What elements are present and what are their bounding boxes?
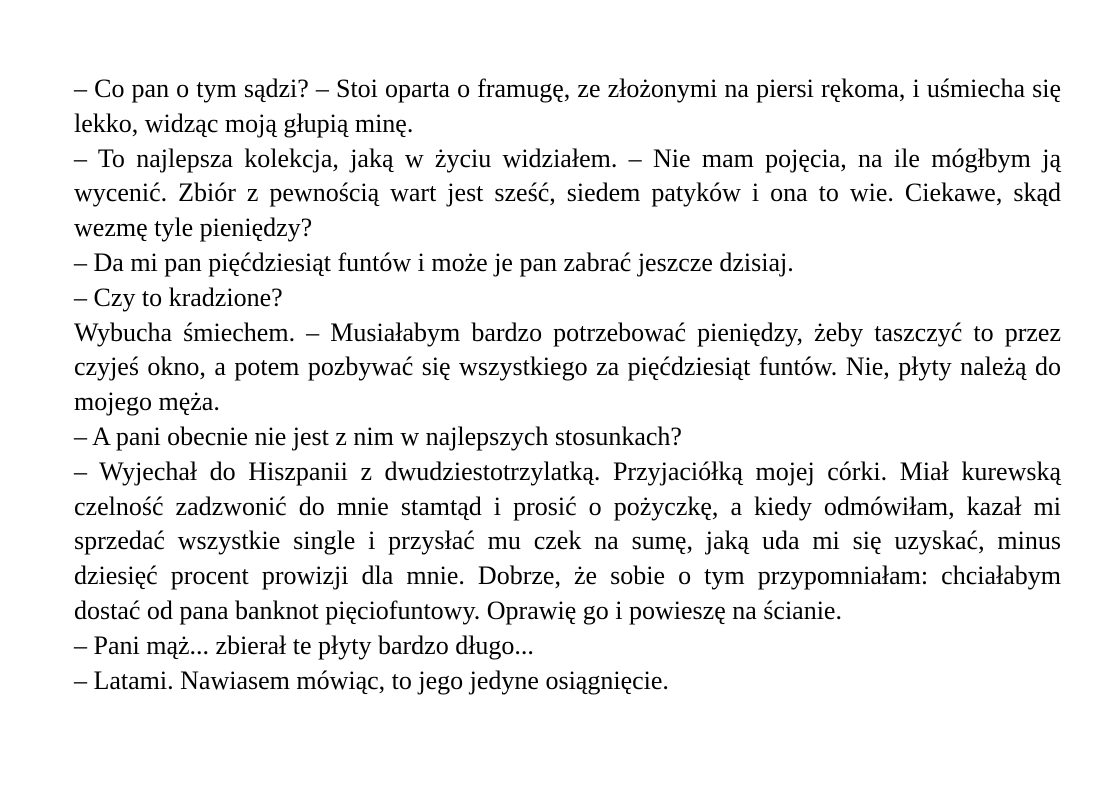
paragraph: – Latami. Nawiasem mówiąc, to jego jedyne osiągnięcie.: [74, 665, 669, 695]
paragraph: – To najlepsza kolekcja, jaką w życiu widziałem. – Nie mam pojęcia, na ile mógłbym ją wycenić. Zbiór z pewnością wart jest sześć, siedem patyków i ona to wie. Ciekawe, skąd wezmę tyle pieniędzy?: [74, 143, 1061, 243]
paragraph: – Pani mąż... zbierał te płyty bardzo długo...: [74, 630, 534, 660]
paragraph: – Co pan o tym sądzi? – Stoi oparta o framugę, ze złożonymi na piersi rękoma, i uśmiecha się lekko, widząc moją głupią minę.: [74, 74, 1061, 138]
paragraph: – A pani obecnie nie jest z nim w najlepszych stosunkach?: [74, 421, 682, 451]
paragraph: – Czy to kradzione?: [74, 282, 283, 312]
document-page: [74, 72, 1061, 698]
paragraph: Wybucha śmiechem. – Musiałabym bardzo potrzebować pieniędzy, żeby taszczyć to przez czyjeś okno, a potem pozbywać się wszystkiego za pięćdziesiąt funtów. Nie, płyty należą do mojego męża.: [74, 317, 1061, 417]
paragraph: – Wyjechał do Hiszpanii z dwudziestotrzylatką. Przyjaciółką mojej córki. Miał kurewską czelność zadzwonić do mnie stamtąd i prosić o pożyczkę, a kiedy odmówiłam, kazał mi sprzedać wszystkie single i przysłać mu czek na sumę, jaką uda mi się uzyskać, minus dziesięć procent prowizji dla mnie. Dobrze, że sobie o tym przypomniałam: chciałabym dostać od pana banknot pięciofuntowy. Oprawię go i powieszę na ścianie.: [74, 456, 1061, 625]
paragraph: – Da mi pan pięćdziesiąt funtów i może je pan zabrać jeszcze dzisiaj.: [74, 247, 794, 277]
